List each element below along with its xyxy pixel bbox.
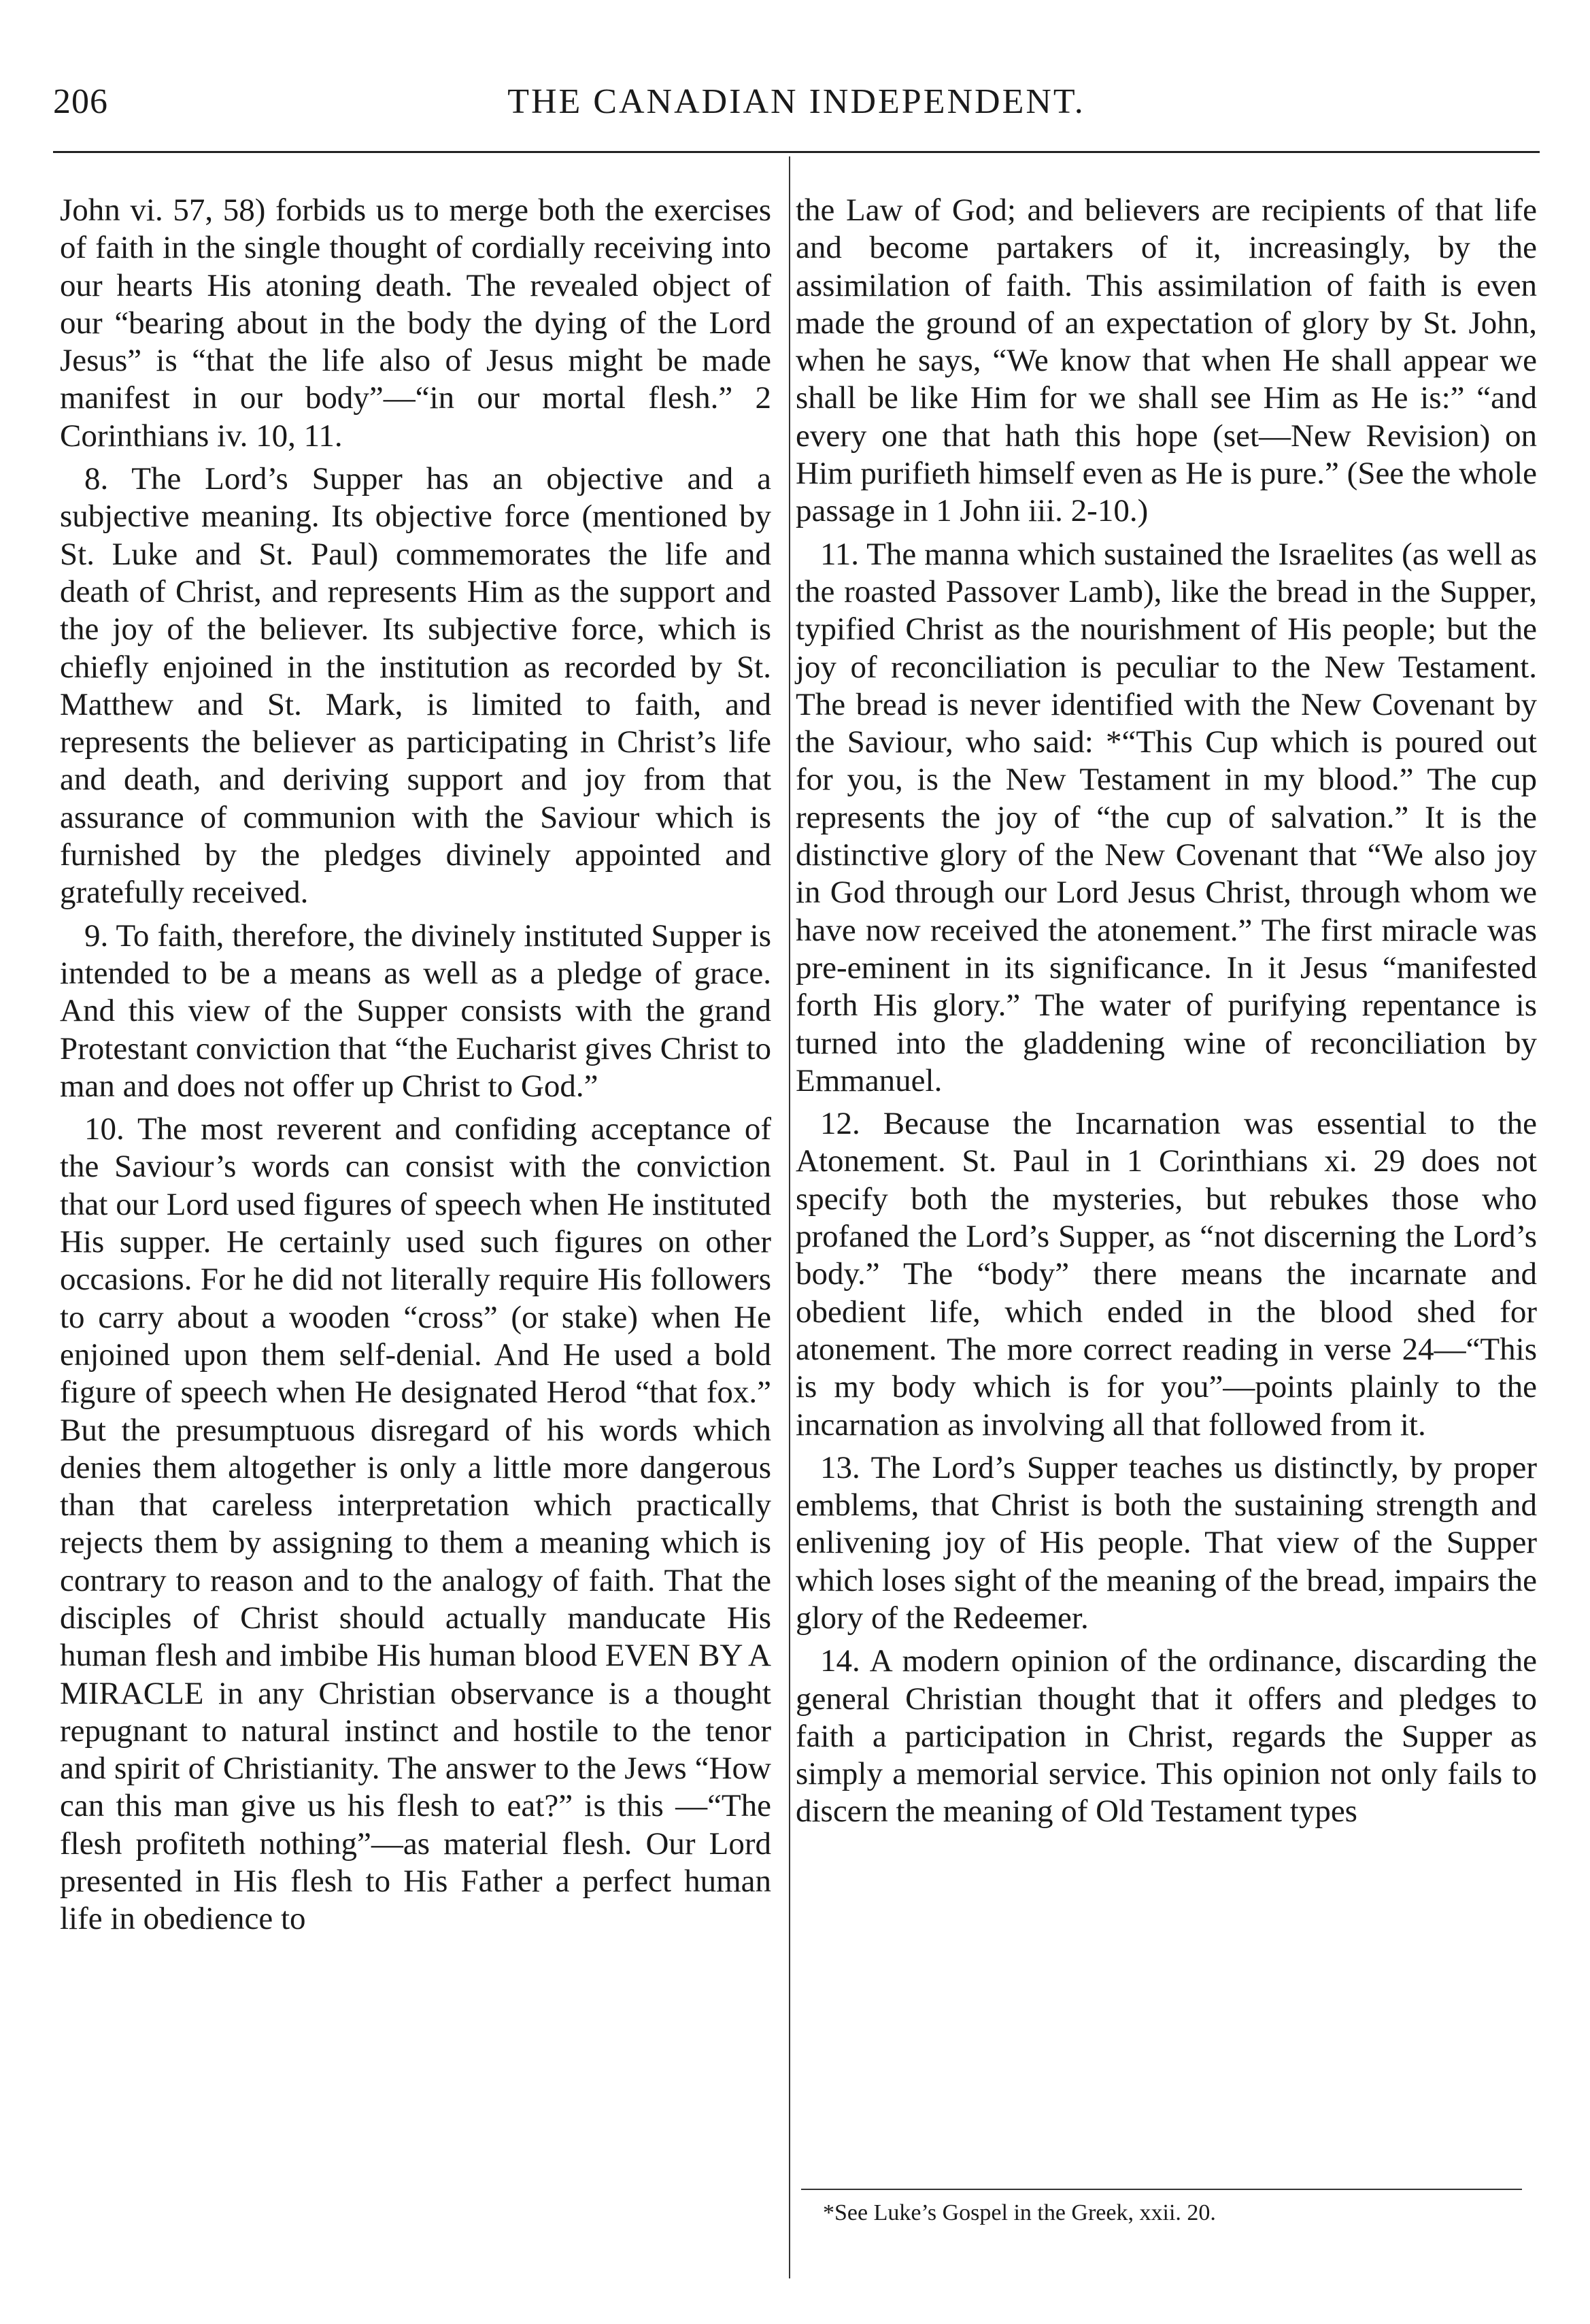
left-paragraph-2: 8. The Lord’s Supper has an objective and a subjective meaning. Its objective force (mentioned by St. Luke and St. Paul) commemorates the life and death of Christ, and represents Him as the support and the joy of the believer. Its subjective force, which is chiefly enjoined in the institution as recorded by St. Matthew and St. Mark, is limited to faith, and represents the believer as participating in Christ’s life and death, and deriving support and joy from that assurance of communion with the Saviour which is furnished by the pledges divinely appointed and gratefully received. <box>60 461 771 911</box>
journal-title: THE CANADIAN INDEPENDENT. <box>507 82 1085 121</box>
right-paragraph-5: 14. A modern opinion of the ordinance, discarding the general Christian thought that it offers and pledges to faith a participation in Christ, regards the Supper as simply a memorial service. This opinion not only fails to discern the meaning of Old Testament types <box>796 1643 1537 1830</box>
header-rule <box>53 151 1540 153</box>
page-number: 206 <box>53 82 108 121</box>
footnote-rule <box>801 2189 1522 2190</box>
left-paragraph-4: 10. The most reverent and confiding acceptance of the Saviour’s words can consist with the conviction that our Lord used figures of speech when He instituted His supper. He certainly used such figures on other occasions. For he did not literally require His followers to carry about a wooden “cross” (or stake) when He enjoined upon them self-denial. And He used a bold figure of speech when He designated Herod “that fox.” But the presumptuous disregard of his words which denies them altogether is only a little more dangerous than that careless interpretation which practically rejects them by assigning to them a meaning which is contrary to reason and to the analogy of faith. That the disciples of Christ should actually manducate His human flesh and imbibe His human blood EVEN BY A MIRACLE in any Christian observance is a thought repugnant to natural instinct and hostile to the tenor and spirit of Christianity. The answer to the Jews “How can this man give us his flesh to eat?” is this —“The flesh profiteth nothing”—as material flesh. Our Lord presented in His flesh to His Father a perfect human life in obedience to <box>60 1111 771 1937</box>
column-divider <box>789 156 790 2278</box>
left-paragraph-1: John vi. 57, 58) forbids us to merge both the exercises of faith in the single thought of cordially receiving into our hearts His atoning death. The revealed object of our “bearing about in the body the dying of the Lord Jesus” is “that the life also of Jesus might be made manifest in our body”—“in our mortal flesh.” 2 Corinthians iv. 10, 11. <box>60 192 771 454</box>
page-header <box>53 82 1540 143</box>
right-paragraph-3: 12. Because the Incarnation was essential to the Atonement. St. Paul in 1 Corinthians xi. 29 does not specify both the mysteries, but rebukes those who profaned the Lord’s Supper, as “not discerning the Lord’s body.” The “body” there means the incarnate and obedient life, which ended in the blood shed for atonement. The more correct reading in verse 24—“This is my body which is for you”—points plainly to the incarnation as involving all that followed from it. <box>796 1106 1537 1443</box>
right-paragraph-2: 11. The manna which sustained the Israelites (as well as the roasted Passover Lamb), like the bread in the Supper, typified Christ as the nourishment of His people; but the joy of reconciliation is peculiar to the New Testament. The bread is never identified with the New Covenant by the Saviour, who said: *“This Cup which is poured out for you, is the New Testament in my blood.” The cup represents the joy of “the cup of salvation.” It is the distinctive glory of the New Covenant that “We also joy in God through our Lord Jesus Christ, through whom we have now received the atonement.” The first miracle was pre-eminent in its significance. In it Jesus “manifested forth His glory.” The water of purifying repentance is turned into the gladdening wine of reconciliation by Emmanuel. <box>796 536 1537 1098</box>
footnote: *See Luke’s Gospel in the Greek, xxii. 20. <box>823 2200 1216 2225</box>
right-column <box>796 192 1537 1836</box>
left-column <box>60 192 771 1944</box>
right-paragraph-4: 13. The Lord’s Supper teaches us distinctly, by proper emblems, that Christ is both the sustaining strength and enlivening joy of His people. That view of the Supper which loses sight of the meaning of the bread, impairs the glory of the Redeemer. <box>796 1449 1537 1636</box>
left-paragraph-3: 9. To faith, therefore, the divinely instituted Supper is intended to be a means as well as a pledge of grace. And this view of the Supper consists with the grand Protestant conviction that “the Eucharist gives Christ to man and does not offer up Christ to God.” <box>60 917 771 1104</box>
right-paragraph-1: the Law of God; and believers are recipients of that life and become partakers of it, increasingly, by the assimilation of faith. This assimilation of faith is even made the ground of an expectation of glory by St. John, when he says, “We know that when He shall appear we shall be like Him for we shall see Him as He is:” “and every one that hath this hope (set—New Revision) on Him purifieth himself even as He is pure.” (See the whole passage in 1 John iii. 2-10.) <box>796 192 1537 529</box>
